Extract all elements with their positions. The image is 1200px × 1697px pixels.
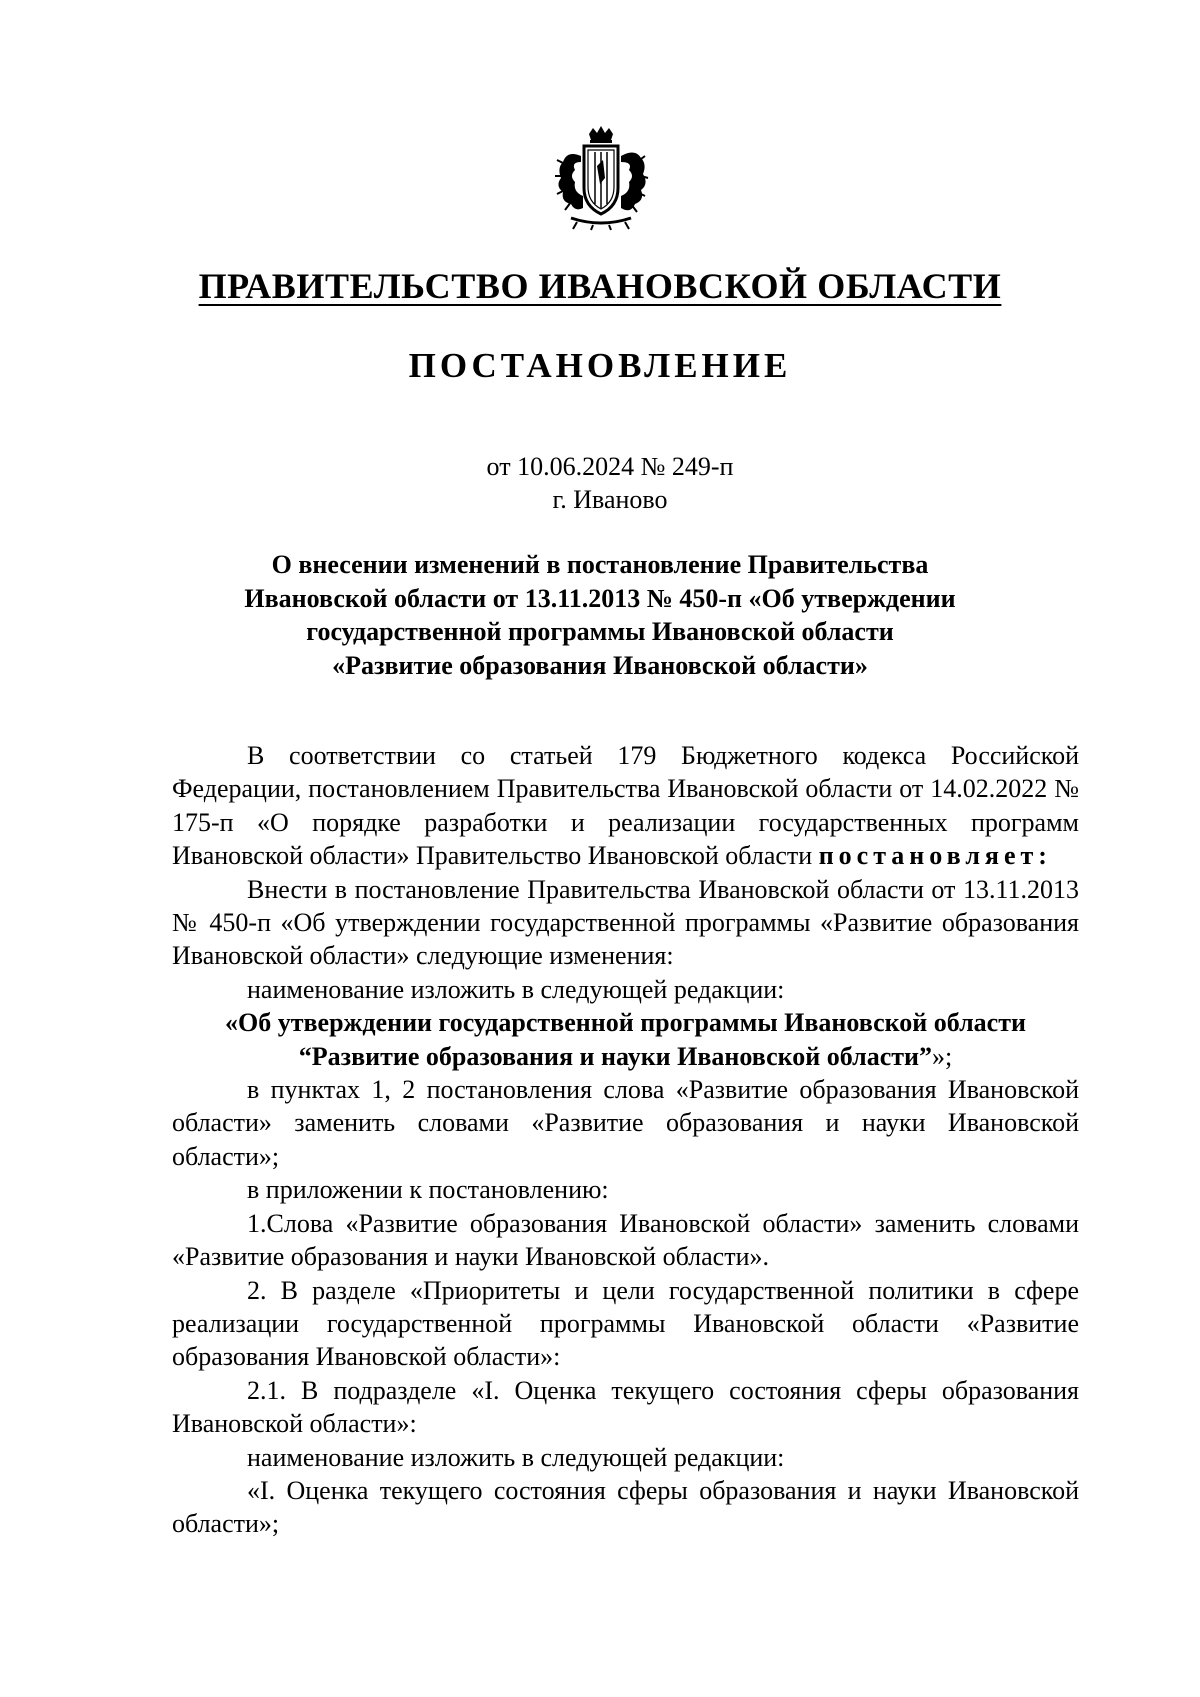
date-number: от 10.06.2024 № 249-п [486,452,734,481]
government-title-text: ПРАВИТЕЛЬСТВО ИВАНОВСКОЙ ОБЛАСТИ [198,266,1002,306]
document-body [172,739,1079,1541]
city: г. Иваново [552,485,668,514]
quoted-line-2-tail: »; [932,1041,953,1071]
list-item-1-text: Слова «Развитие образования Ивановской области» заменить словами «Развитие образования и науки Ивановской области». [172,1208,1079,1272]
paragraph-appendix: в приложении к постановлению: [247,1175,609,1205]
document-type: ПОСТАНОВЛЕНИЕ [408,346,792,385]
heading-line-2: Ивановской области от 13.11.2013 № 450-п «Об утверждении [244,583,956,613]
government-title [0,262,1200,310]
paragraph-items-1-2: в пунктах 1, 2 постановления слова «Развитие образования Ивановской области» заменить словами «Развитие образования и науки Ивановской области»; [172,1075,1079,1171]
list-item-1-number: 1. [247,1208,267,1238]
quoted-line-1: «Об утверждении государственной программы Ивановской области [225,1008,1026,1038]
document-heading [0,548,1200,682]
heading-line-4: «Развитие образования Ивановской области» [332,650,868,680]
quoted-line-2 [172,1040,1079,1073]
quoted-new-name [172,1006,1079,1073]
coat-of-arms-icon [553,126,649,231]
heading-line-1: О внесении изменений в постановление Правительства [271,550,929,579]
list-item-2-1: 2.1. В подразделе «I. Оценка текущего состояния сферы образования Ивановской области»: [172,1375,1079,1439]
document-meta [0,450,1200,516]
paragraph-new-subsection-name: «I. Оценка текущего состояния сферы образования и науки Ивановской области»; [172,1475,1079,1539]
heading-line-3: государственной программы Ивановской области [306,617,894,646]
list-item-2: 2. В разделе «Приоритеты и цели государственной политики в сфере реализации государственной программы Ивановской области «Развитие образования Ивановской области»: [172,1275,1079,1372]
paragraph-name-edit: наименование изложить в следующей редакции: [247,974,785,1004]
resolves-word: постановляет: [818,841,1052,871]
quoted-line-2-bold: “Развитие образования и науки Ивановской области” [298,1041,933,1071]
paragraph-name-edit-2: наименование изложить в следующей редакции: [247,1442,785,1472]
preamble-text: В соответствии со статьей 179 Бюджетного кодекса Российской Федерации, постановлением Правительства Ивановской области от 14.02.2022 № 175-п «О порядке разработки и реализации государственных программ Ивановской области» Правительство Ивановской области [172,741,1079,871]
list-item-1 [172,1207,1079,1274]
paragraph-preamble [172,739,1079,873]
paragraph-amend: Внести в постановление Правительства Ивановской области от 13.11.2013 № 450-п «Об утверждении государственной программы «Развитие образования Ивановской области» следующие изменения: [172,874,1079,971]
